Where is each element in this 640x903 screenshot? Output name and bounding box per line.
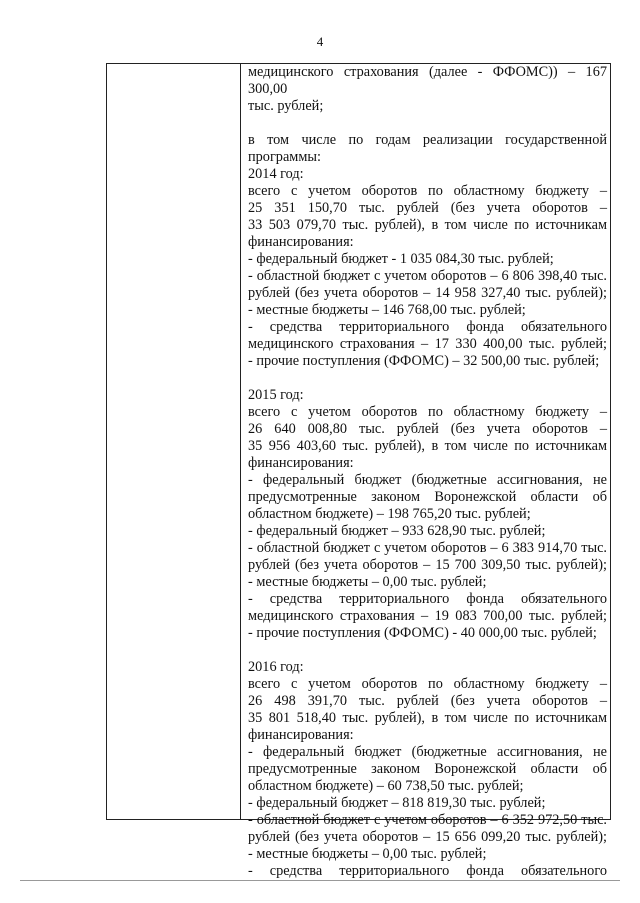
text-line: - федеральный бюджет (бюджетные ассигнования, не xyxy=(248,472,607,488)
text-line: областном бюджете) – 60 738,50 тыс. рублей; xyxy=(248,778,524,794)
text-line: - средства территориального фонда обязательного xyxy=(248,319,607,335)
text-line: предусмотренные законом Воронежской области об xyxy=(248,761,607,777)
page-bottom-rule xyxy=(20,880,620,881)
text-line: - областной бюджет с учетом оборотов – 6 352 972,50 тыс. xyxy=(248,812,607,828)
text-line: - областной бюджет с учетом оборотов – 6 383 914,70 тыс. xyxy=(248,540,607,556)
text-line: - средства территориального фонда обязательного xyxy=(248,591,607,607)
text-line: областном бюджете) – 198 765,20 тыс. рублей; xyxy=(248,506,531,522)
text-line: - местные бюджеты – 146 768,00 тыс. рублей; xyxy=(248,302,526,318)
text-line: медицинского страхования – 19 083 700,00 тыс. рублей; xyxy=(248,608,607,624)
text-line: финансирования: xyxy=(248,234,354,250)
table-left-column xyxy=(107,64,241,819)
text-line: - федеральный бюджет – 933 628,90 тыс. рублей; xyxy=(248,523,546,539)
text-line: рублей (без учета оборотов – 15 700 309,50 тыс. рублей); xyxy=(248,557,607,573)
year-heading-2014: 2014 год: xyxy=(248,166,304,182)
text-line: 26 640 008,80 тыс. рублей (без учета оборотов – xyxy=(248,421,607,437)
text-line: 25 351 150,70 тыс. рублей (без учета оборотов – xyxy=(248,200,607,216)
text-line: рублей (без учета оборотов – 15 656 099,20 тыс. рублей); xyxy=(248,829,607,845)
text-line: тыс. рублей; xyxy=(248,98,324,114)
paragraph-gap xyxy=(248,370,607,387)
funding-table xyxy=(106,63,611,879)
text-line: в том числе по годам реализации государственной xyxy=(248,132,607,148)
text-line: медицинского страхования (далее - ФФОМС)) – 167 300,00 xyxy=(248,64,607,97)
text-line: - федеральный бюджет – 818 819,30 тыс. рублей; xyxy=(248,795,546,811)
text-line: всего с учетом оборотов по областному бюджету – xyxy=(248,183,607,199)
text-line: всего с учетом оборотов по областному бюджету – xyxy=(248,404,607,420)
text-line: 26 498 391,70 тыс. рублей (без учета оборотов – xyxy=(248,693,607,709)
text-line: - местные бюджеты – 0,00 тыс. рублей; xyxy=(248,574,487,590)
text-line: финансирования: xyxy=(248,727,354,743)
text-line: - федеральный бюджет - 1 035 084,30 тыс. рублей; xyxy=(248,251,554,267)
table-right-column xyxy=(248,64,607,880)
text-line: - прочие поступления (ФФОМС) – 32 500,00 тыс. рублей; xyxy=(248,353,600,369)
text-line: 33 503 079,70 тыс. рублей), в том числе по источникам xyxy=(248,217,607,233)
text-line: - областной бюджет с учетом оборотов – 6 806 398,40 тыс. xyxy=(248,268,607,284)
paragraph-gap xyxy=(248,115,607,132)
text-line: 35 956 403,60 тыс. рублей), в том числе по источникам xyxy=(248,438,607,454)
year-heading-2016: 2016 год: xyxy=(248,659,304,675)
text-line: финансирования: xyxy=(248,455,354,471)
text-line: медицинского страхования – 17 330 400,00 тыс. рублей; xyxy=(248,336,607,352)
text-line: всего с учетом оборотов по областному бюджету – xyxy=(248,676,607,692)
text-line: предусмотренные законом Воронежской области об xyxy=(248,489,607,505)
year-heading-2015: 2015 год: xyxy=(248,387,304,403)
text-line: 35 801 518,40 тыс. рублей), в том числе по источникам xyxy=(248,710,607,726)
text-line: рублей (без учета оборотов – 14 958 327,40 тыс. рублей); xyxy=(248,285,607,301)
page-number: 4 xyxy=(316,34,324,49)
paragraph-gap xyxy=(248,642,607,659)
text-line: программы: xyxy=(248,149,321,165)
text-line: - средства территориального фонда обязательного xyxy=(248,863,607,879)
text-line: - федеральный бюджет (бюджетные ассигнования, не xyxy=(248,744,607,760)
text-line: - местные бюджеты – 0,00 тыс. рублей; xyxy=(248,846,487,862)
text-line: - прочие поступления (ФФОМС) - 40 000,00 тыс. рублей; xyxy=(248,625,597,641)
